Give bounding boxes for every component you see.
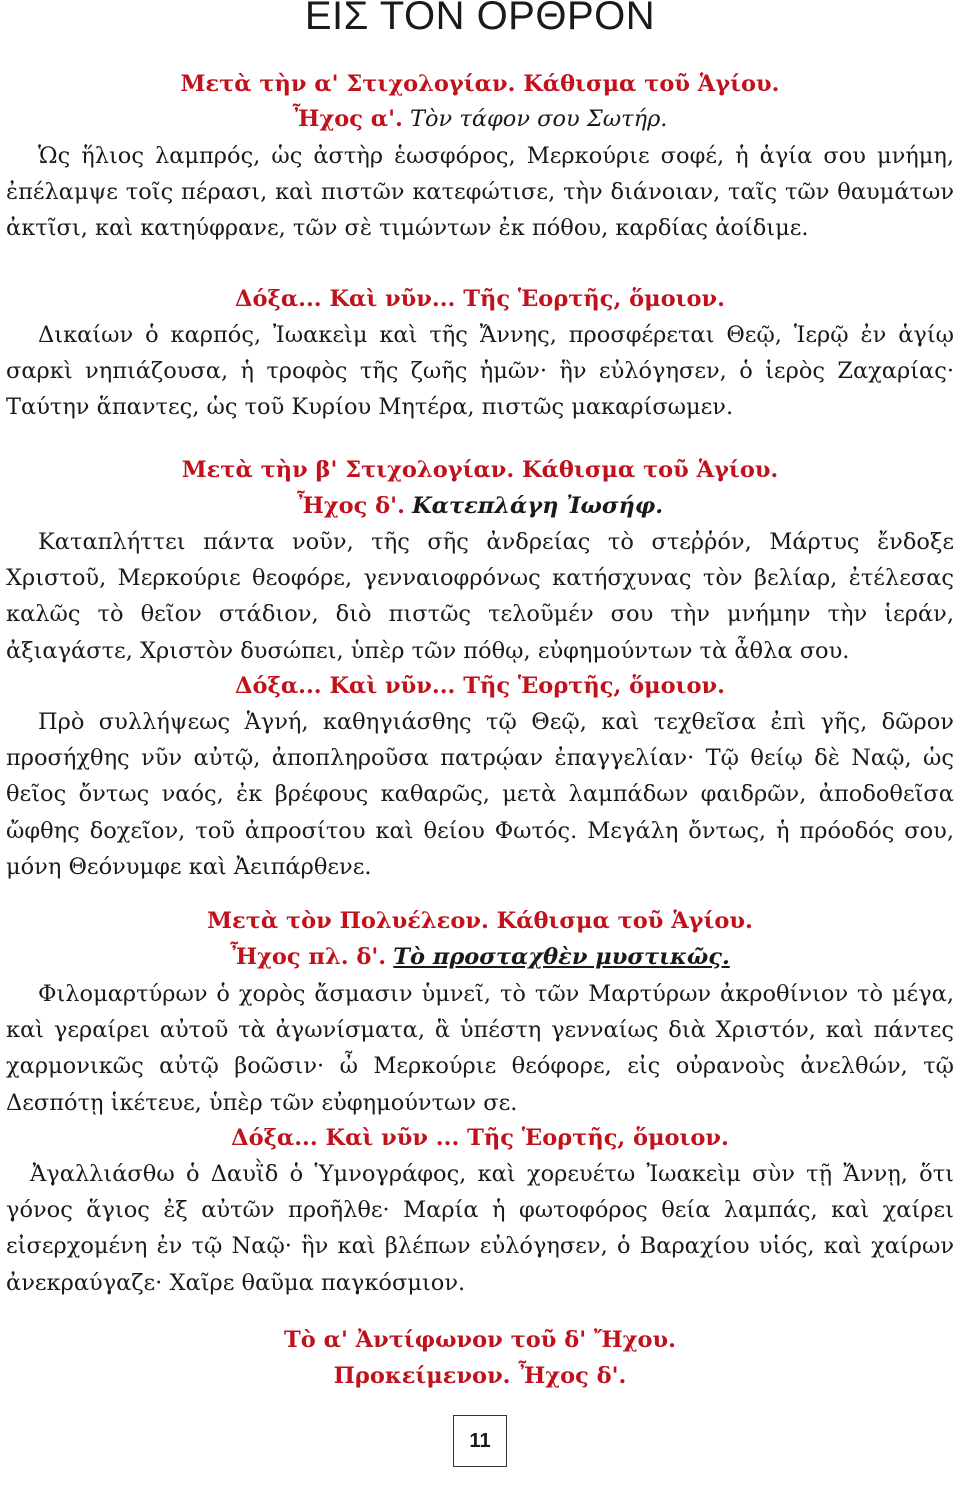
section-2-doxa: Δόξα... Καὶ νῦν... Τῆς Ἑορτῆς, ὅμοιον. [235,673,725,699]
section-3-heading: Μετὰ τὸν Πολυέλεον. Κάθισμα τοῦ Ἁγίου. [207,908,753,934]
section-3-text-body: Φιλομαρτύρων ὁ χορὸς ἄσμασιν ὑμνεῖ, τὸ τῶν Μαρτύρων ἀκροθίνιον τὸ μέγα, καὶ γεραίρει αὐτοῦ τὰ ἀγωνίσματα, ἃ ὑπέστη γενναίως διὰ Χριστόν, καὶ πάντες χαρμονικῶς αὐτῷ βοῶσιν· ὦ Μερκούριε θεόφορε, εἰς οὐρανοὺς ἀνελθών, τῷ Δεσπότῃ ἱκέτευε, ὑπὲρ τῶν εὐφημούντων σε. [6,981,954,1116]
section-1-text [6,138,954,247]
page-number: 11 [453,1415,507,1467]
section-3-text [6,976,954,1121]
section-3-theotokion-body: Ἀγαλλιάσθω ὁ Δαυῒδ ὁ Ὑμνογράφος, καὶ χορευέτω Ἰωακεὶμ σὺν τῇ Ἄννῃ, ὅτι γόνος ἅγιος ἐξ αὐτῶν προῆλθε· Μαρία ἡ φωτοφόρος θεία λαμπάς, καὶ χαίρει εἰσερχομένη ἐν τῷ Ναῷ· ἣν καὶ βλέπων εὐλόγησεν, ὁ Βαραχίου υἱός, καὶ χαίρων ἀνεκραύγαζε· Χαῖρε θαῦμα παγκόσμιον. [6,1161,954,1296]
section-2-theotokion [6,704,954,885]
section-2-echo-label: Ἦχος δ'. [296,493,405,519]
section-1-text-body: Ὡς ἥλιος λαμπρός, ὡς ἀστὴρ ἑωσφόρος, Μερκούριε σοφέ, ἡ ἁγία σου μνήμη, ἐπέλαμψε τοῖς πέρασι, καὶ πιστῶν κατεφώτισε, τὴν διάνοιαν, ταῖς τῶν θαυμάτων ἀκτῖσι, καὶ κατηύφρανε, τῶν σὲ τιμώντων ἐκ πόθου, καρδίας ἀοίδιμε. [6,143,954,242]
section-2-text [6,524,954,669]
section-3-echo-label: Ἦχος πλ. δ'. [230,944,387,970]
section-3-echo [0,939,960,975]
section-2-heading: Μετὰ τὴν β' Στιχολογίαν. Κάθισμα τοῦ Ἁγίου. [181,457,779,483]
section-2-echo-melody: Κατεπλάγη Ἰωσήφ. [412,493,664,519]
section-2-echo [0,488,960,524]
section-1-theotokion [6,317,954,426]
section-3-doxa: Δόξα... Καὶ νῦν ... Τῆς Ἑορτῆς, ὅμοιον. [231,1125,729,1151]
section-2-text-body: Καταπλήττει πάντα νοῦν, τῆς σῆς ἀνδρείας τὸ στεῤῥόν, Μάρτυς ἔνδοξε Χριστοῦ, Μερκούριε θεοφόρε, γενναιοφρόνως κατήσχυνας τὸν βελίαρ, ἐτέλεσας καλῶς τὸ θεῖον στάδιον, διὸ πιστῶς τελοῦμέν σου τὴν μνήμην τὴν ἱεράν, ἀξιαγάστε, Χριστὸν δυσώπει, ὑπὲρ τῶν πόθῳ, εὐφημούντων τὰ ἆθλα σου. [6,529,954,664]
section-1-theotokion-body: Δικαίων ὁ καρπός, Ἰωακεὶμ καὶ τῆς Ἄννης, προσφέρεται Θεῷ, Ἱερῷ ἐν ἁγίῳ σαρκὶ νηπιάζουσα, ἡ τροφὸς τῆς ζωῆς ἡμῶν· ἣν εὐλόγησεν, ὁ ἱερὸς Ζαχαρίας· Ταύτην ἅπαντες, ὡς τοῦ Κυρίου Μητέρα, πιστῶς μακαρίσωμεν. [6,322,954,421]
section-1-echo [0,101,960,137]
section-1-echo-melody: Τὸν τάφον σου Σωτήρ. [410,106,668,132]
page-title: ΕΙΣ ΤΟΝ ΟΡΘΡΟΝ [304,0,656,38]
section-3-theotokion [6,1156,954,1301]
section-1-doxa: Δόξα... Καὶ νῦν... Τῆς Ἑορτῆς, ὅμοιον. [235,286,725,312]
section-2-theotokion-body: Πρὸ συλλήψεως Ἁγνή, καθηγιάσθης τῷ Θεῷ, καὶ τεχθεῖσα ἐπὶ γῆς, δῶρον προσήχθης νῦν αὐτῷ, ἀποπληροῦσα πατρῴαν ἐπαγγελίαν· Τῷ θείῳ δὲ Ναῷ, ὡς θεῖος ὄντως ναός, ἐκ βρέφους καθαρῶς, μετὰ λαμπάδων φαιδρῶν, ἀποδοθεῖσα ὤφθης δοχεῖον, τοῦ ἀπροσίτου καὶ θείου Φωτός. Μεγάλη ὄντως, ἡ πρόοδός σου, μόνη Θεόνυμφε καὶ Ἀειπάρθενε. [6,709,954,880]
antiphon-heading: Τὸ α' Ἀντίφωνον τοῦ δ' Ἤχου. [284,1327,676,1353]
prokeimenon-heading: Προκείμενον. Ἦχος δ'. [333,1363,627,1389]
section-1-heading: Μετὰ τὴν α' Στιχολογίαν. Κάθισμα τοῦ Ἁγίου. [180,71,780,97]
section-3-echo-melody: Τὸ προσταχθὲν μυστικῶς. [393,944,730,970]
section-1-echo-label: Ἦχος α'. [292,106,403,132]
